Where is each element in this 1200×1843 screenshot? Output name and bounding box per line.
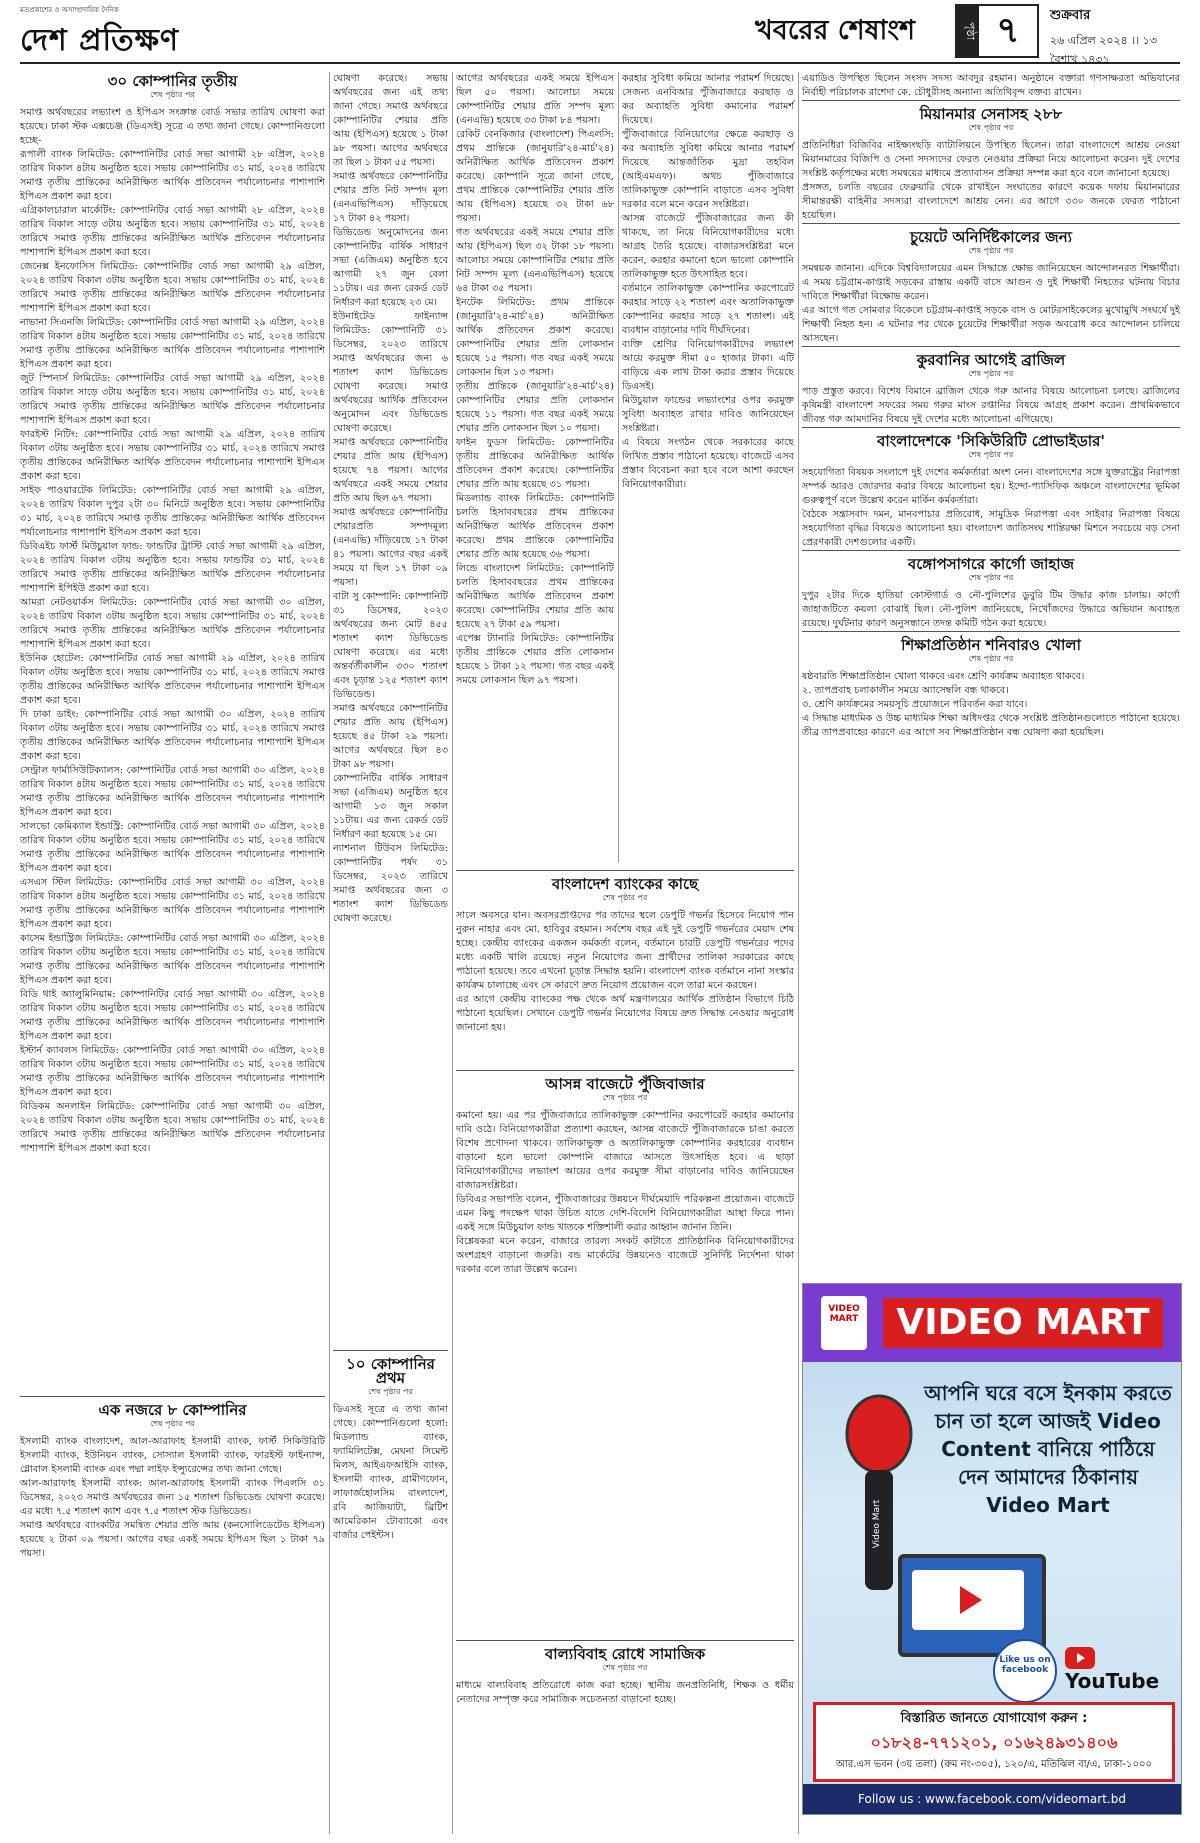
- article-cuet: [802, 223, 1180, 346]
- logo-name: দেশ প্রতিক্ষণ: [20, 23, 180, 58]
- right-column: [802, 72, 1184, 1272]
- article-headline: বাংলাদেশ ব্যাংকের কাছে: [551, 875, 699, 893]
- article-continuation: শেষ পৃষ্ঠার পর: [968, 123, 1014, 132]
- article-headline: মিয়ানমার সেনাসহ ২৮৮: [919, 105, 1063, 123]
- page-number: ৭: [996, 10, 1020, 51]
- article-continuation: শেষ পৃষ্ঠার পর: [368, 1387, 413, 1396]
- article-security-provider: [802, 427, 1180, 550]
- article-cargo-ship: [802, 550, 1184, 631]
- follow-link[interactable]: Follow us : www.facebook.com/videomart.bd: [803, 1784, 1181, 1814]
- article-child-marriage: [456, 1640, 798, 1820]
- logo-text: VIDEO MART: [828, 1304, 860, 1324]
- article-headline: বঙ্গোপসাগরে কার্গো জাহাজ: [907, 555, 1075, 573]
- page-label: পৃষ্ঠা: [957, 6, 979, 56]
- article-continuation: শেষ পৃষ্ঠার পর: [602, 893, 648, 902]
- article-continuation: শেষ পৃষ্ঠার পর: [150, 90, 195, 99]
- article-myanmar: [802, 100, 1180, 223]
- ad-contact-box: [813, 1702, 1175, 1782]
- article-schools-open: [802, 631, 1180, 740]
- youtube-icon: [1065, 1647, 1095, 1669]
- article-body: প্রতিনিধিরা বিজিবির নাইক্ষ্যংছড়ি ব্যাটালিয়নে উপস্থিত ছিলেন। তারা বাংলাদেশে আশ্রয় নেওয়া মিয়ানমারের বিজিপি ও সেনা সদস্যদের ফেরত নেওয়ার প্রক্রিয়া নিয়ে আলোচনা করেন। দুই দেশের সংশ্লিষ্ট কর্তৃপক্ষের মধ্যে সমন্বয়ের মাধ্যমে প্রত্যাবাসন প্রক্রিয়া সম্পন্ন করা হবে বলে জানানো হয়েছে। প্রসঙ্গত, চলতি বছরের ফেব্রুয়ারি থেকে রাখাইনে সংঘাতের কারণে কয়েক দফায় মিয়ানমারের সীমান্তরক্ষী বাহিনীর সদস্যরা বাংলাদেশে আশ্রয় নেন। এর আগে ৩৩০ জনকে ফেরত পাঠানো হয়েছিল।: [802, 140, 1180, 221]
- article-continuation: শেষ পৃষ্ঠার পর: [602, 1093, 648, 1102]
- mic-label: Video Mart: [872, 1499, 882, 1549]
- article-body: আগের অর্থবছরের একই সময়ে ইপিএস ছিল ৫০ পয়সা। আলোচ্য সময়ে কোম্পানিটির শেয়ার প্রতি সম্পদ মূল্য (এনএভি) হয়েছে ৩৩ টাকা ৮৪ পয়সা। রেকিট বেনকিজার (বাংলাদেশ) পিএলসি: প্রথম প্রান্তিকে (জানুয়ারি'২৪-মার্চ'২৪) অনিরীক্ষিত আর্থিক প্রতিবেদন প্রকাশ করেছে। কোম্পানি সূত্রে জানা গেছে, প্রথম প্রান্তিকে কোম্পানিটির শেয়ার প্রতি আয় (ইপিএস) হয়েছে ৩২ টাকা ৬৮ পয়সা। গত অর্থবছরের একই সময়ে শেয়ার প্রতি আয় (ইপিএস) ছিল ৩২ টাকা ১৮ পয়সা। আলোচ্য সময়ে কোম্পানিটির শেয়ার প্রতি নিট সম্পদ মূল্য (এনএভিপিএস) হয়েছে ৬৪ টাকা ৩৫ পয়সা। ইনটেক লিমিটেড: প্রথম প্রান্তিকে (জানুয়ারি'২৪-মার্চ'২৪) অনিরীক্ষিত আর্থিক প্রতিবেদন প্রকাশ করেছে। কোম্পানিটির শেয়ার প্রতি লোকসান হয়েছে ১৫ পয়সা। গত বছর একই সময়ে লোকসান ছিল ১৩ পয়সা। তৃতীয় প্রান্তিকে (জানুয়ারি'২৪-মার্চ'২৪) কোম্পানিটির শেয়ার প্রতি লোকসান হয়েছে ১১ পয়সা। গত বছর একই সময়ে শেয়ার প্রতি লোকসান ছিল ১০ পয়সা। ফাইন ফুডস লিমিটেড: কোম্পানিটির তৃতীয় প্রান্তিকের অনিরীক্ষিত আর্থিক প্রতিবেদন প্রকাশ করেছে। কোম্পানিটির শেয়ার প্রতি আয় হয়েছে ৩১ পয়সা। মিডল্যান্ড ব্যাংক লিমিটেড: কোম্পানিটি চলতি হিসাববছরের প্রথম প্রান্তিকের অনিরীক্ষিত আর্থিক প্রতিবেদন প্রকাশ করেছে। প্রথম প্রান্তিকে কোম্পানিটির শেয়ার প্রতি আয় হয়েছে ৩৬ পয়সা। লিন্ডে বাংলাদেশ লিমিটেড: কোম্পানিটি চলতি হিসাববছরের প্রথম প্রান্তিকের অনিরীক্ষিত আর্থিক প্রতিবেদন প্রকাশ করেছে। কোম্পানিটির শেয়ার প্রতি আয় হয়েছে ২৭ টাকা ৫৯ পয়সা। এপেক্স ট্যানারি লিমিটেড: কোম্পানিটির তৃতীয় প্রান্তিকে শেয়ার প্রতি লোকসান হয়েছে ১ টাকা ১২ পয়সা। গত বছর একই সময়ে লোকসান ছিল ৯৭ পয়সা।: [456, 73, 614, 686]
- article-body: সমাপ্ত অর্থবছরের লভ্যাংশ ও ইপিএস সংক্রান্ত বোর্ড সভার তারিখ ঘোষণা করা হয়েছে। ঢাকা স্টক এক্সচেঞ্জ (ডিএসই) সূত্রে এ তথ্য জানা গেছে। কোম্পানিগুলো হচ্ছে- রূপালী ব্যাংক লিমিটেড: কোম্পানিটির বোর্ড সভা আগামী ২৮ এপ্রিল, ২০২৪ তারিখ বিকাল ৪টায় অনুষ্ঠিত হবে। সভায় কোম্পানিটির ৩১ মার্চ, ২০২৪ তারিখে সমাপ্ত তৃতীয় প্রান্তিকের অনিরীক্ষিত আর্থিক প্রতিবেদন পর্যালোচনার পাশাপাশি ইপিএস প্রকাশ করা হবে। এগ্রিকালচারাল মার্কেটিং: কোম্পানিটির বোর্ড সভা আগামী ২৮ এপ্রিল, ২০২৪ তারিখ বিকাল সাড়ে ৩টায় অনুষ্ঠিত হবে। সভায় কোম্পানিটির ৩১ মার্চ, ২০২৪ তারিখে সমাপ্ত তৃতীয় প্রান্তিকের অনিরীক্ষিত আর্থিক প্রতিবেদন পর্যালোচনার পাশাপাশি ইপিএস প্রকাশ করা হবে। জেনেক্স ইনফোসিস লিমিটেড: কোম্পানিটির বোর্ড সভা আগামী ২৯ এপ্রিল, ২০২৪ তারিখ বিকাল ৩টায় অনুষ্ঠিত হবে। সভায় কোম্পানিটির ৩১ মার্চ, ২০২৪ তারিখে সমাপ্ত তৃতীয় প্রান্তিকের অনিরীক্ষিত আর্থিক প্রতিবেদন পর্যালোচনার পাশাপাশি ইপিএস প্রকাশ করা হবে। নাভানা সিএনজি লিমিটেড: কোম্পানিটির বোর্ড সভা আগামী ২৯ এপ্রিল, ২০২৪ তারিখ বিকাল ৪টায় অনুষ্ঠিত হবে। সভায় কোম্পানিটির ৩১ মার্চ, ২০২৪ তারিখে সমাপ্ত তৃতীয় প্রান্তিকের অনিরীক্ষিত আর্থিক প্রতিবেদন পর্যালোচনার পাশাপাশি ইপিএস প্রকাশ করা হবে। জুট স্পিনার্স লিমিটেড: কোম্পানিটির বোর্ড সভা আগামী ২৯ এপ্রিল, ২০২৪ তারিখ বিকাল সাড়ে ৩টায় অনুষ্ঠিত হবে। সভায় কোম্পানিটির ৩১ মার্চ, ২০২৪ তারিখে সমাপ্ত তৃতীয় প্রান্তিকের অনিরীক্ষিত আর্থিক প্রতিবেদন পর্যালোচনার পাশাপাশি ইপিএস প্রকাশ করা হবে। ফারইস্ট নিটিং: কোম্পানিটির বোর্ড সভা আগামী ২৯ এপ্রিল, ২০২৪ তারিখ বিকাল ৩টায় অনুষ্ঠিত হবে। সভায় কোম্পানিটির ৩১ মার্চ, ২০২৪ তারিখে সমাপ্ত তৃতীয় প্রান্তিকের অনিরীক্ষিত আর্থিক প্রতিবেদন পর্যালোচনার পাশাপাশি ইপিএস প্রকাশ করা হবে। সাইফ পাওয়ারটেক লিমিটেড: কোম্পানিটির বোর্ড সভা আগামী ২৯ এপ্রিল, ২০২৪ তারিখ বিকাল দুপুর ২টা ৩০ মিনিটে অনুষ্ঠিত হবে। সভায় কোম্পানিটির ৩১ মার্চ, ২০২৪ তারিখে সমাপ্ত তৃতীয় প্রান্তিকের অনিরীক্ষিত আর্থিক প্রতিবেদন পর্যালোচনার পাশাপাশি ইপিএস প্রকাশ করা হবে। ডিবিএইচ ফার্স্ট মিউচুয়াল ফান্ড: ফান্ডটির ট্রাস্টি বোর্ড সভা আগামী ২৯ এপ্রিল, ২০২৪ তারিখ বিকাল ৩টায় অনুষ্ঠিত হবে। সভায় ফান্ডটির ৩১ মার্চ, ২০২৪ তারিখে সমাপ্ত তৃতীয় প্রান্তিকের অনিরীক্ষিত আর্থিক প্রতিবেদন পর্যালোচনার পাশাপাশি ইপিইউ প্রকাশ করা হবে। আমরা নেটওয়ার্কস লিমিটেড: কোম্পানিটির বোর্ড সভা আগামী ৩০ এপ্রিল, ২০২৪ তারিখ বিকাল ৩টায় অনুষ্ঠিত হবে। সভায় কোম্পানিটির ৩১ মার্চ, ২০২৪ তারিখে সমাপ্ত তৃতীয় প্রান্তিকের অনিরীক্ষিত আর্থিক প্রতিবেদন পর্যালোচনার পাশাপাশি ইপিএস প্রকাশ করা হবে। ইউনিক হোটেল: কোম্পানিটির বোর্ড সভা আগামী ২৯ এপ্রিল, ২০২৪ তারিখ বিকাল ৩টায় অনুষ্ঠিত হবে। সভায় কোম্পানিটির ৩১ মার্চ, ২০২৪ তারিখে সমাপ্ত তৃতীয় প্রান্তিকের অনিরীক্ষিত আর্থিক প্রতিবেদন পর্যালোচনার পাশাপাশি ইপিএস প্রকাশ করা হবে। দি ঢাকা ডাইং: কোম্পানিটির বোর্ড সভা আগামী ৩০ এপ্রিল, ২০২৪ তারিখ বিকাল ৩টায় অনুষ্ঠিত হবে। সভায় কোম্পানিটির ৩১ মার্চ, ২০২৪ তারিখে সমাপ্ত তৃতীয় প্রান্তিকের অনিরীক্ষিত আর্থিক প্রতিবেদন পর্যালোচনার পাশাপাশি ইপিএস প্রকাশ করা হবে। সেন্ট্রাল ফার্মাসিউটিক্যালস: কোম্পানিটির বোর্ড সভা আগামী ৩০ এপ্রিল, ২০২৪ তারিখ বিকাল ৪টায় অনুষ্ঠিত হবে। সভায় কোম্পানিটির ৩১ মার্চ, ২০২৪ তারিখে সমাপ্ত তৃতীয় প্রান্তিকের অনিরীক্ষিত আর্থিক প্রতিবেদন পর্যালোচনার পাশাপাশি ইপিএস প্রকাশ করা হবে। সালভো কেমিক্যাল ইন্ডাস্ট্রি: কোম্পানিটির বোর্ড সভা আগামী ৩০ এপ্রিল, ২০২৪ তারিখ বিকাল ৩টায় অনুষ্ঠিত হবে। সভায় কোম্পানিটির ৩১ মার্চ, ২০২৪ তারিখে সমাপ্ত তৃতীয় প্রান্তিকের অনিরীক্ষিত আর্থিক প্রতিবেদন পর্যালোচনার পাশাপাশি ইপিএস প্রকাশ করা হবে। এসএস স্টিল লিমিটেড: কোম্পানিটির বোর্ড সভা আগামী ৩০ এপ্রিল, ২০২৪ তারিখ বিকাল ৪টায় অনুষ্ঠিত হবে। সভায় কোম্পানিটির ৩১ মার্চ, ২০২৪ তারিখে সমাপ্ত তৃতীয় প্রান্তিকের অনিরীক্ষিত আর্থিক প্রতিবেদন পর্যালোচনার পাশাপাশি ইপিএস প্রকাশ করা হবে। কাসেম ইন্ডাস্ট্রিজ লিমিটেড: কোম্পানিটির বোর্ড সভা আগামী ৩০ এপ্রিল, ২০২৪ তারিখ বিকাল ৩টায় অনুষ্ঠিত হবে। সভায় কোম্পানিটির ৩১ মার্চ, ২০২৪ তারিখে সমাপ্ত তৃতীয় প্রান্তিকের অনিরীক্ষিত আর্থিক প্রতিবেদন পর্যালোচনার পাশাপাশি ইপিএস প্রকাশ করা হবে। বিডি থাই অ্যালুমিনিয়াম: কোম্পানিটির বোর্ড সভা আগামী ৩০ এপ্রিল, ২০২৪ তারিখ বিকাল ৩টায় অনুষ্ঠিত হবে। সভায় কোম্পানিটির ৩১ মার্চ, ২০২৪ তারিখে সমাপ্ত তৃতীয় প্রান্তিকের অনিরীক্ষিত আর্থিক প্রতিবেদন পর্যালোচনার পাশাপাশি ইপিএস প্রকাশ করা হবে। ইস্টার্ন ক্যাবলস লিমিটেড: কোম্পানিটির বোর্ড সভা আগামী ৩০ এপ্রিল, ২০২৪ তারিখ বিকাল ৩টায় অনুষ্ঠিত হবে। সভায় কোম্পানিটির ৩১ মার্চ, ২০২৪ তারিখে সমাপ্ত তৃতীয় প্রান্তিকের অনিরীক্ষিত আর্থিক প্রতিবেদন পর্যালোচনার পাশাপাশি ইপিএস প্রকাশ করা হবে। বিডিকম অনলাইন লিমিটেড: কোম্পানিটির বোর্ড সভা আগামী ৩০ এপ্রিল, ২০২৪ তারিখ বিকাল ৩টায় অনুষ্ঠিত হবে। সভায় কোম্পানিটির ৩১ মার্চ, ২০২৪ তারিখে সমাপ্ত তৃতীয় প্রান্তিকের অনিরীক্ষিত আর্থিক প্রতিবেদন পর্যালোচনার পাশাপাশি ইপিএস প্রকাশ করা হবে।: [20, 107, 325, 1154]
- section-title: খবরের শেষাংশ: [755, 15, 915, 46]
- article-body: সমন্বয়ক জানান। এদিকে বিশ্ববিদ্যালয়ের এমন সিদ্ধান্তে ক্ষোভ জানিয়েছেন আন্দোলনরত শিক্ষার্থীরা। এ সময় চট্টগ্রাম-কাপ্তাই সড়কের রাস্তায় একটি বাসে আগুন ও দুই শিক্ষার্থী নিহতের ঘটনায় বিচার দাবিতে শিক্ষার্থীরা বিক্ষোভ করেন। এর আগে গত সোমবার বিকেলে চট্টগ্রাম-কাপ্তাই সড়কে বাস ও মোটরসাইকেলের মুখোমুখি সংঘর্ষে দুই শিক্ষার্থী নিহত হন। এ ঘটনার পর থেকে চুয়েটের শিক্ষার্থীরা সড়ক অবরোধ করে আন্দোলন চালিয়ে আসছেন।: [802, 263, 1180, 344]
- contact-phones[interactable]: ০১৮২৪-৭৭১২০১, ০১৬২৪৯৩১৪০৬: [870, 1733, 1118, 1752]
- article-headline: চুয়েটে অনির্দিষ্টকালের জন্য: [909, 228, 1073, 246]
- youtube-label: YouTube: [1065, 1668, 1160, 1693]
- article-headline: ১০ কোম্পানির প্রথম: [346, 1355, 435, 1387]
- article-headline: এক নজরে ৮ কোম্পানির: [98, 1401, 247, 1419]
- article-brazil: [802, 346, 1184, 427]
- article-30-companies: [20, 72, 325, 1834]
- article-continuation: শেষ পৃষ্ঠার পর: [968, 246, 1014, 255]
- article-body: সহযোগিতা বিষয়ক সংলাপে দুই দেশের কর্মকর্তারা অংশ নেন। বাংলাদেশের সঙ্গে যুক্তরাষ্ট্রের নিরাপত্তা সম্পর্ক আরও জোরদার করার বিষয়ে আলোচনা হয়। ইন্দো-প্যাসিফিক অঞ্চলে বাংলাদেশের ভূমিকা গুরুত্বপূর্ণ বলে উল্লেখ করেন মার্কিন কর্মকর্তারা। বৈঠকে সন্ত্রাসবাদ দমন, মানবপাচার প্রতিরোধ, সামুদ্রিক নিরাপত্তা এবং সাইবার নিরাপত্তা বিষয়ে সহযোগিতা বৃদ্ধির বিষয়েও আলোচনা হয়। বাংলাদেশ জাতিসংঘ শান্তিরক্ষা মিশনে সবচেয়ে বড় সেনা প্রেরণকারী দেশগুলোর একটি।: [802, 467, 1180, 548]
- article-body: এয়াডিও উপস্থিত ছিলেন সংসদ সদস্য আবদুর রহমান। অনুষ্ঠানে বক্তারা গণসাক্ষরতা অভিযানের নির্বাহী পরিচালক রাশেদা কে. চৌধুরীসহ অন্যান্য অতিথিবৃন্দ বক্তব্য রাখেন।: [802, 73, 1184, 98]
- article-dividend-continued: [333, 72, 448, 924]
- contact-address: আর.এস ভবন (৩য় তলা) (রুম নং-৩০৫), ১২০/এ, মতিঝিল বা/এ, ঢাকা-১০০০: [836, 1759, 1152, 1770]
- article-quarterly-results: [456, 72, 614, 862]
- column-rule: [618, 72, 619, 862]
- article-budget-capital-market: [456, 1070, 794, 1630]
- article-body: কমানো হয়। এর পর পুঁজিবাজারে তালিকাভুক্ত কোম্পানির করপোরেট করহার কমানোর দাবি ওঠে। বিনিয়োগকারীরা প্রত্যাশা করছেন, আসন্ন বাজেটে পুঁজিবাজারকে চাঙা করতে বিশেষ প্রণোদনা থাকবে। তালিকাভুক্ত ও অতালিকাভুক্ত কোম্পানির করহারের ব্যবধান বাড়ানো হলে ভালো কোম্পানি বাজারে আসতে উৎসাহিত হবে। এ ছাড়া বিনিয়োগকারীদের লভ্যাংশ আয়ের ওপর করমুক্ত সীমা বাড়ানোর দাবিও জানিয়েছেন বাজারসংশ্লিষ্টরা। ডিবিএর সভাপতি বলেন, পুঁজিবাজারের উন্নয়নে দীর্ঘমেয়াদি পরিকল্পনা প্রয়োজন। বাজেটে এমন কিছু পদক্ষেপ থাকা উচিত যাতে দেশি-বিদেশি বিনিয়োগকারীরা আস্থা ফিরে পান। একই সঙ্গে মিউচুয়াল ফান্ড খাতকে শক্তিশালী করার আহ্বান জানান তিনি। বিশ্লেষকরা মনে করেন, বাজারে তারল্য সংকট কাটাতে প্রাতিষ্ঠানিক বিনিয়োগকারীদের অংশগ্রহণ বাড়ানো জরুরি। বন্ড মার্কেটের উন্নয়নেও বাজেটে সুনির্দিষ্ট নির্দেশনা থাকা দরকার বলে তারা উল্লেখ করেন।: [456, 1110, 794, 1275]
- article-body: মাধ্যমে বাল্যবিবাহ প্রতিরোধে কাজ করা হচ্ছে। স্থানীয় জনপ্রতিনিধি, শিক্ষক ও ধর্মীয় নেতাদের সম্পৃক্ত করে সামাজিক সচেতনতা বাড়ানো হচ্ছে।: [456, 1680, 798, 1705]
- youtube-badge[interactable]: [1065, 1644, 1175, 1693]
- article-continuation: শেষ পৃষ্ঠার পর: [602, 1663, 648, 1672]
- publish-day: শুক্রবার: [1050, 8, 1091, 23]
- publish-date: ২৬ এপ্রিল ২০২৪ ।। ১৩ বৈশাখ ১৪৩১: [1050, 34, 1157, 66]
- ad-banner: [803, 1284, 1181, 1362]
- article-body: ঘোষণা করেছে। সভায় অর্থবছরের জন্য এই তথ্য জানা গেছে। সমাপ্ত অর্থবছরে কোম্পানিটির শেয়ার প্রতি আয় (ইপিএস) হয়েছে ১ টাকা ৯৮ পয়সা। আগের অর্থবছরে তা ছিল ১ টাকা ৫৫ পয়সা। সমাপ্ত অর্থবছরে কোম্পানিটির শেয়ার প্রতি নিট সম্পদ মূল্য (এনএভিপিএস) দাঁড়িয়েছে ১৭ টাকা ৪২ পয়সা। ডিভিডেন্ড অনুমোদনের জন্য কোম্পানিটির বার্ষিক সাধারণ সভা (এজিএম) অনুষ্ঠিত হবে আগামী ২৭ জুন বেলা ১১টায়। এর জন্য রেকর্ড ডেট নির্ধারণ করা হয়েছে ২৩ মে। ইউনাইটেড ফাইন্যান্স লিমিটেড: কোম্পানিটি ৩১ ডিসেম্বর, ২০২৩ তারিখে সমাপ্ত অর্থবছরের জন্য ৬ শতাংশ ক্যাশ ডিভিডেন্ড ঘোষণা করেছে। সমাপ্ত অর্থবছরের আর্থিক প্রতিবেদন অনুমোদন এবং ডিভিডেন্ড ঘোষণা করেছে। সমাপ্ত অর্থবছরে কোম্পানিটির শেয়ার প্রতি আয় (ইপিএস) হয়েছে ৭৪ পয়সা। আগের অর্থবছরে একই সময়ে শেয়ার প্রতি আয় ছিল ৬৭ পয়সা। সমাপ্ত অর্থবছরে কোম্পানিটির শেয়ারপ্রতি সম্পদমূল্য (এনএভি) দাঁড়িয়েছে ১৭ টাকা ৪১ পয়সা। আগের বছর একই সময়ে যা ছিল ১৭ টাকা ০৯ পয়সা। বাটা সু কোম্পানি: কোম্পানিটি ৩১ ডিসেম্বর, ২০২৩ অর্থবছরের জন্য মোট ৪৫৫ শতাংশ ক্যাশ ডিভিডেন্ড ঘোষণা করেছে। এর মধ্যে অন্তর্বর্তীকালীন ৩৩০ শতাংশ এবং চূড়ান্ত ১২৫ শতাংশ ক্যাশ ডিভিডেন্ড। সমাপ্ত অর্থবছরে কোম্পানিটির শেয়ার প্রতি আয় (ইপিএস) হয়েছে ৪৫ টাকা ২৯ পয়সা। আগের অর্থবছরে ছিল ৪৩ টাকা ৯৮ পয়সা। কোম্পানিটির বার্ষিক সাধারণ সভা (এজিএম) অনুষ্ঠিত হবে আগামী ১৩ জুন সকাল ১১টায়। এর জন্য রেকর্ড ডেট নির্ধারণ করা হয়েছে ১৫ মে। ন্যাশনাল টিউবস লিমিটেড: কোম্পানিটির পর্ষদ ৩১ ডিসেম্বর, ২০২৩ তারিখে সমাপ্ত অর্থবছরের জন্য ৩ শতাংশ ক্যাশ ডিভিডেন্ড ঘোষণা করেছে।: [333, 73, 448, 924]
- article-headline: শিক্ষাপ্রতিষ্ঠান শনিবারও খোলা: [901, 636, 1081, 654]
- article-continuation: শেষ পৃষ্ঠার পর: [968, 573, 1014, 582]
- article-bangladesh-bank: [456, 870, 794, 1060]
- article-body: পাড় প্রস্তুত করবে। বিশেষ বিমানে ব্রাজিল থেকে গরু আনার বিষয়ে আলোচনা চলছে। ব্রাজিলের কৃষিমন্ত্রী বাংলাদেশ সফরের সময় গরুর মাংস রপ্তানির বিষয়ে আগ্রহ প্রকাশ করেন। প্রাথমিকভাবে জীবন্ত গরু আমদানির বিষয়ে দুই দেশের মধ্যে আলোচনা এগিয়েছে।: [802, 386, 1184, 425]
- article-body: সালে অবসরে যান। অবসরপ্রাপ্তদের পর তাদের স্থলে ডেপুটি গভর্নর হিসেবে নিয়োগ পান নুরুন নাহার এবং মো. হাবিবুর রহমান। সর্বশেষ বছর এই দুই ডেপুটি গভর্নরের মেয়াদ শেষ হচ্ছে। কেন্দ্রীয় ব্যাংকের একজন কর্মকর্তা বলেন, বর্তমানে চারটি ডেপুটি গভর্নরের পদের মধ্যে একটি খালি রয়েছে। নতুন নিয়োগের জন্য প্রার্থীদের তালিকা সরকারের কাছে পাঠানো হয়েছে। তবে এখনো চূড়ান্ত সিদ্ধান্ত হয়নি। বাংলাদেশ ব্যাংক বর্তমানে নানা সংস্কার কার্যক্রম চালাচ্ছে এবং সে কারণে দ্রুত নিয়োগ প্রয়োজন বলে তারা মনে করছেন। এর আগে কেন্দ্রীয় ব্যাংকের পক্ষ থেকে অর্থ মন্ত্রণালয়ের আর্থিক প্রতিষ্ঠান বিভাগে চিঠি পাঠানো হয়েছিল। সেখানে ডেপুটি গভর্নর নিয়োগের বিষয়ে দ্রুত সিদ্ধান্ত নেওয়ার অনুরোধ জানানো হয়।: [456, 910, 794, 1033]
- article-8-companies: [20, 1396, 325, 1561]
- logo-tagline: মতপ্রকাশের ও অসাম্প্রদায়িক দৈনিক: [20, 6, 119, 14]
- column-rule: [452, 72, 453, 1834]
- page-number-box: [955, 4, 1039, 58]
- article-headline: কুরবানির আগেই ব্রাজিল: [916, 351, 1066, 369]
- newspaper-logo: [20, 4, 280, 58]
- article-headline: বাল্যবিবাহ রোধে সামাজিক: [544, 1645, 706, 1663]
- masthead: [20, 0, 1180, 64]
- video-mart-advertisement[interactable]: [802, 1283, 1182, 1815]
- contact-label: বিস্তারিত জানতে যোগাযোগ করুন :: [900, 1711, 1088, 1726]
- article-body: করহার সুবিধা কমিয়ে আনার পরামর্শ দিয়েছে। সেজন্য এনবিআর পুঁজিবাজারে করছাড় ও কর অব্যাহতি সুবিধা কমানোর পরামর্শ দিয়েছে। পুঁজিবাজারে বিনিয়োগের ক্ষেত্রে করছাড় ও কর অব্যাহতি সুবিধা কমিয়ে আনার পরামর্শ দিয়েছে আন্তর্জাতিক মুদ্রা তহবিল (আইএমএফ)। অথচ পুঁজিবাজারে তালিকাভুক্ত কোম্পানি বাড়াতে এসব সুবিধা দরকার বলে মনে করেন সংশ্লিষ্টরা। আসন্ন বাজেটে পুঁজিবাজারের জন্য কী থাকছে, তা নিয়ে বিনিয়োগকারীদের মধ্যে আগ্রহ তৈরি হয়েছে। বাজারসংশ্লিষ্টরা মনে করেন, করহার কমানো হলে ভালো কোম্পানি তালিকাভুক্ত হতে উৎসাহিত হবে। বর্তমানে তালিকাভুক্ত কোম্পানির করপোরেট করহার সাড়ে ২২ শতাংশ এবং অতালিকাভুক্ত কোম্পানির করহার সাড়ে ২৭ শতাংশ। এই ব্যবধান বাড়ানোর দাবি দীর্ঘদিনের। ব্যক্তি শ্রেণির বিনিয়োগকারীদের লভ্যাংশ আয়ে করমুক্ত সীমা ৫০ হাজার টাকা। এটি বাড়িয়ে এক লাখ টাকা করার প্রস্তাব দিয়েছে ডিএসই। মিউচুয়াল ফান্ডের লভ্যাংশের ওপর করমুক্ত সুবিধা অব্যাহত রাখার দাবিও জানিয়েছেন সংশ্লিষ্টরা। এ বিষয়ে সংগঠন থেকে সরকারের কাছে লিখিত প্রস্তাব পাঠানো হয়েছে। বাজেটে এসব প্রস্তাব বিবেচনা করা হবে বলে আশা করছেন বিনিয়োগকারীরা।: [622, 73, 794, 490]
- article-body: ইসলামী ব্যাংক বাংলাদেশ, আল-আরাফাহ ইসলামী ব্যাংক, ফার্স্ট সিকিউরিটি ইসলামী ব্যাংক, ইউনিয়ন ব্যাংক, সোস্যাল ইসলামী ব্যাংক, ফারইস্ট ফাইন্যান্স, গ্লোবাল ইসলামী ব্যাংক এবং পদ্মা লাইফ ইন্স্যুরেন্সের তথ্য জানা গেছে। আল-আরাফাহ ইসলামী ব্যাংক: আল-আরাফাহ ইসলামী ব্যাংক পিএলসি ৩১ ডিসেম্বর, ২০২৩ সমাপ্ত অর্থবছরের জন্য ১৫ শতাংশ ডিভিডেন্ড ঘোষণা করেছে। এর মধ্যে ৭.৫ শতাংশ ক্যাশ এবং ৭.৫ শতাংশ স্টক ডিভিডেন্ড। সমাপ্ত অর্থবছরে ব্যাংকটির সমন্বিত শেয়ার প্রতি আয় (কনসোলিডেটেড ইপিএস) হয়েছে ২ টাকা ০৯ পয়সা। আগের বছর একই সময়ে ইপিএস ছিল ১ টাকা ৭৯ পয়সা।: [20, 1436, 325, 1559]
- column-rule: [798, 72, 799, 1834]
- article-body: ষষ্ঠবারতি শিক্ষাপ্রতিষ্ঠান খোলা থাকবে এবং শ্রেণি কার্যক্রম অব্যাহত থাকবে। ২. তাপপ্রবাহ চলাকালীন সময়ে অ্যাসেম্বলি বন্ধ থাকবে। ৩. শ্রেণি কার্যক্রমের সময়সূচি প্রয়োজনে পরিবর্তন করা যাবে। এ সিদ্ধান্ত মাধ্যমিক ও উচ্চ মাধ্যমিক শিক্ষা অধিদপ্তর থেকে সংশ্লিষ্ট প্রতিষ্ঠানগুলোতে পাঠানো হয়েছে। তীব্র তাপপ্রবাহের কারণে এর আগে সব শিক্ষাপ্রতিষ্ঠান বন্ধ ঘোষণা করা হয়েছিল।: [802, 671, 1180, 738]
- facebook-badge[interactable]: [993, 1639, 1057, 1703]
- article-10-companies: [333, 1350, 452, 1820]
- article-body: ডিএসই সূত্রে এ তথ্য জানা গেছে। কোম্পানিগুলো হলো: মিডল্যান্ড ব্যাংক, ফ্যামিলিটেক্স, মেঘনা সিমেন্ট মিলস, আইএফআইসি ব্যাংক, ইসলামী ব্যাংক, গ্রামীণফোন, লাফার্জহোলসিম বাংলাদেশ, রবি আজিয়াটা, ব্রিটিশ আমেরিকান টোব্যাকো এবং বার্জার পেইন্টস।: [333, 1404, 452, 1541]
- article-continuation: শেষ পৃষ্ঠার পর: [968, 654, 1014, 663]
- column-rule: [329, 72, 330, 1834]
- facebook-label: Like us on facebook: [999, 1655, 1051, 1675]
- article-continuation: শেষ পৃষ্ঠার পর: [968, 369, 1014, 378]
- article-budget-continued: [622, 72, 794, 862]
- article-headline: বাংলাদেশকে 'সিকিউরিটি প্রোভাইডার': [877, 432, 1105, 450]
- article-headline: আসন্ন বাজেটে পুঁজিবাজার: [545, 1075, 705, 1093]
- article-continuation: শেষ পৃষ্ঠার পর: [150, 1419, 195, 1428]
- article-headline: ৩০ কোম্পানির তৃতীয়: [107, 72, 238, 90]
- video-player-icon: [902, 1558, 1034, 1645]
- video-mart-logo: [821, 1296, 867, 1350]
- ad-brand-name: VIDEO MART: [883, 1298, 1163, 1348]
- article-body: দুপুর ২টার দিকে হাতিয়া কোস্টগার্ড ও নৌ-পুলিশের ডুবুরি টিম উদ্ধার কাজ চালায়। কার্গো জাহাজটিতে কয়লা বোঝাই ছিল। নৌ-পুলিশ জানিয়েছে, নিখোঁজদের উদ্ধারে অভিযান অব্যাহত রয়েছে। দুর্ঘটনার কারণ অনুসন্ধানে তদন্ত কমিটি গঠন করা হয়েছে।: [802, 590, 1184, 629]
- article-continuation: শেষ পৃষ্ঠার পর: [968, 450, 1014, 459]
- ad-headline: আপনি ঘরে বসে ইনকাম করতে চান তা হলে আজই Video Content বানিয়ে পাঠিয়ে দেন আমাদের ঠিকানায় Video Mart: [924, 1381, 1172, 1517]
